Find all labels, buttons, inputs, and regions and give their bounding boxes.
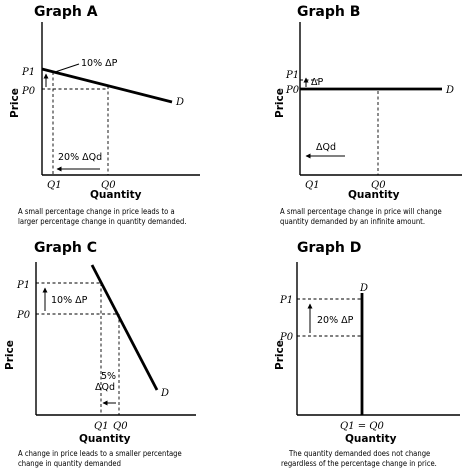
graph-a-qty-change-label: 20% ΔQd: [58, 152, 103, 163]
graph-a-curve-label: D: [176, 97, 185, 108]
graph-a-caption-2: larger percentage change in quantity demanded.: [18, 217, 187, 226]
graph-a: [9, 4, 200, 226]
graph-d-title: Graph D: [297, 240, 362, 256]
graph-a-q1-label: Q1: [47, 180, 62, 191]
graph-d: [274, 240, 460, 468]
graph-d-p1-label: P1: [280, 295, 294, 306]
graph-d-p0-label: P0: [280, 332, 294, 343]
graph-c-x-axis-label: Quantity: [79, 433, 131, 445]
graph-b-qty-change-label: ΔQd: [316, 142, 337, 153]
graph-c-price-change-label: 10% ΔP: [51, 295, 88, 306]
graph-c-qty-change-pct: 5%: [101, 371, 117, 382]
graph-d-curve-label: D: [360, 283, 369, 294]
graph-a-caption-1: A small percentage change in price leads to a: [18, 207, 175, 216]
graph-b-price-change-label: ΔP: [311, 77, 324, 88]
graph-a-x-axis-label: Quantity: [90, 189, 142, 201]
graph-a-p0-label: P0: [22, 86, 36, 97]
graph-a-demand-curve: [42, 69, 172, 102]
graph-b-caption-2: quantity demanded by an infinite amount.: [280, 217, 425, 226]
graph-a-p1-label: P1: [22, 67, 36, 78]
graph-d-q-equal-label: Q1 = Q0: [340, 421, 384, 432]
graph-b-x-axis-label: Quantity: [348, 189, 400, 201]
graph-d-caption-1: The quantity demanded does not change: [289, 449, 431, 458]
graph-a-price-leader: [55, 64, 79, 72]
graph-c-p0-label: P0: [17, 310, 31, 321]
graph-d-x-axis-label: Quantity: [345, 433, 397, 445]
graph-b: [274, 4, 462, 226]
graph-c-q1-label: Q1: [94, 421, 109, 432]
graph-c-caption-2: change in quantity demanded: [18, 459, 121, 468]
graph-c-q0-label: Q0: [113, 421, 128, 432]
graph-c-curve-label: D: [161, 388, 170, 399]
graph-c: [4, 240, 196, 468]
graph-d-y-axis-label: Price: [274, 340, 286, 370]
graph-c-qty-change-label: ΔQd: [95, 382, 116, 393]
graph-d-price-change-label: 20% ΔP: [317, 315, 354, 326]
graph-a-q0-label: Q0: [101, 180, 116, 191]
graph-c-y-axis-label: Price: [4, 340, 16, 370]
graph-b-caption-1: A small percentage change in price will change: [280, 207, 442, 216]
graph-a-title: Graph A: [34, 4, 98, 20]
graph-b-p1-label: P1: [286, 70, 300, 81]
graph-c-caption-1: A change in price leads to a smaller percentage: [18, 449, 182, 458]
graph-c-title: Graph C: [34, 240, 97, 256]
graph-b-y-axis-label: Price: [274, 88, 286, 118]
graph-b-q0-label: Q0: [371, 180, 386, 191]
graph-b-curve-label: D: [446, 85, 455, 96]
graph-b-p0-label: P0: [286, 85, 300, 96]
graph-a-price-change-label: 10% ΔP: [81, 58, 118, 69]
graph-b-q1-label: Q1: [305, 180, 320, 191]
graph-c-p1-label: P1: [17, 280, 31, 291]
graph-a-y-axis-label: Price: [9, 88, 21, 118]
graph-d-caption-2: regardless of the percentage change in price.: [281, 459, 437, 468]
graph-b-title: Graph B: [297, 4, 361, 20]
